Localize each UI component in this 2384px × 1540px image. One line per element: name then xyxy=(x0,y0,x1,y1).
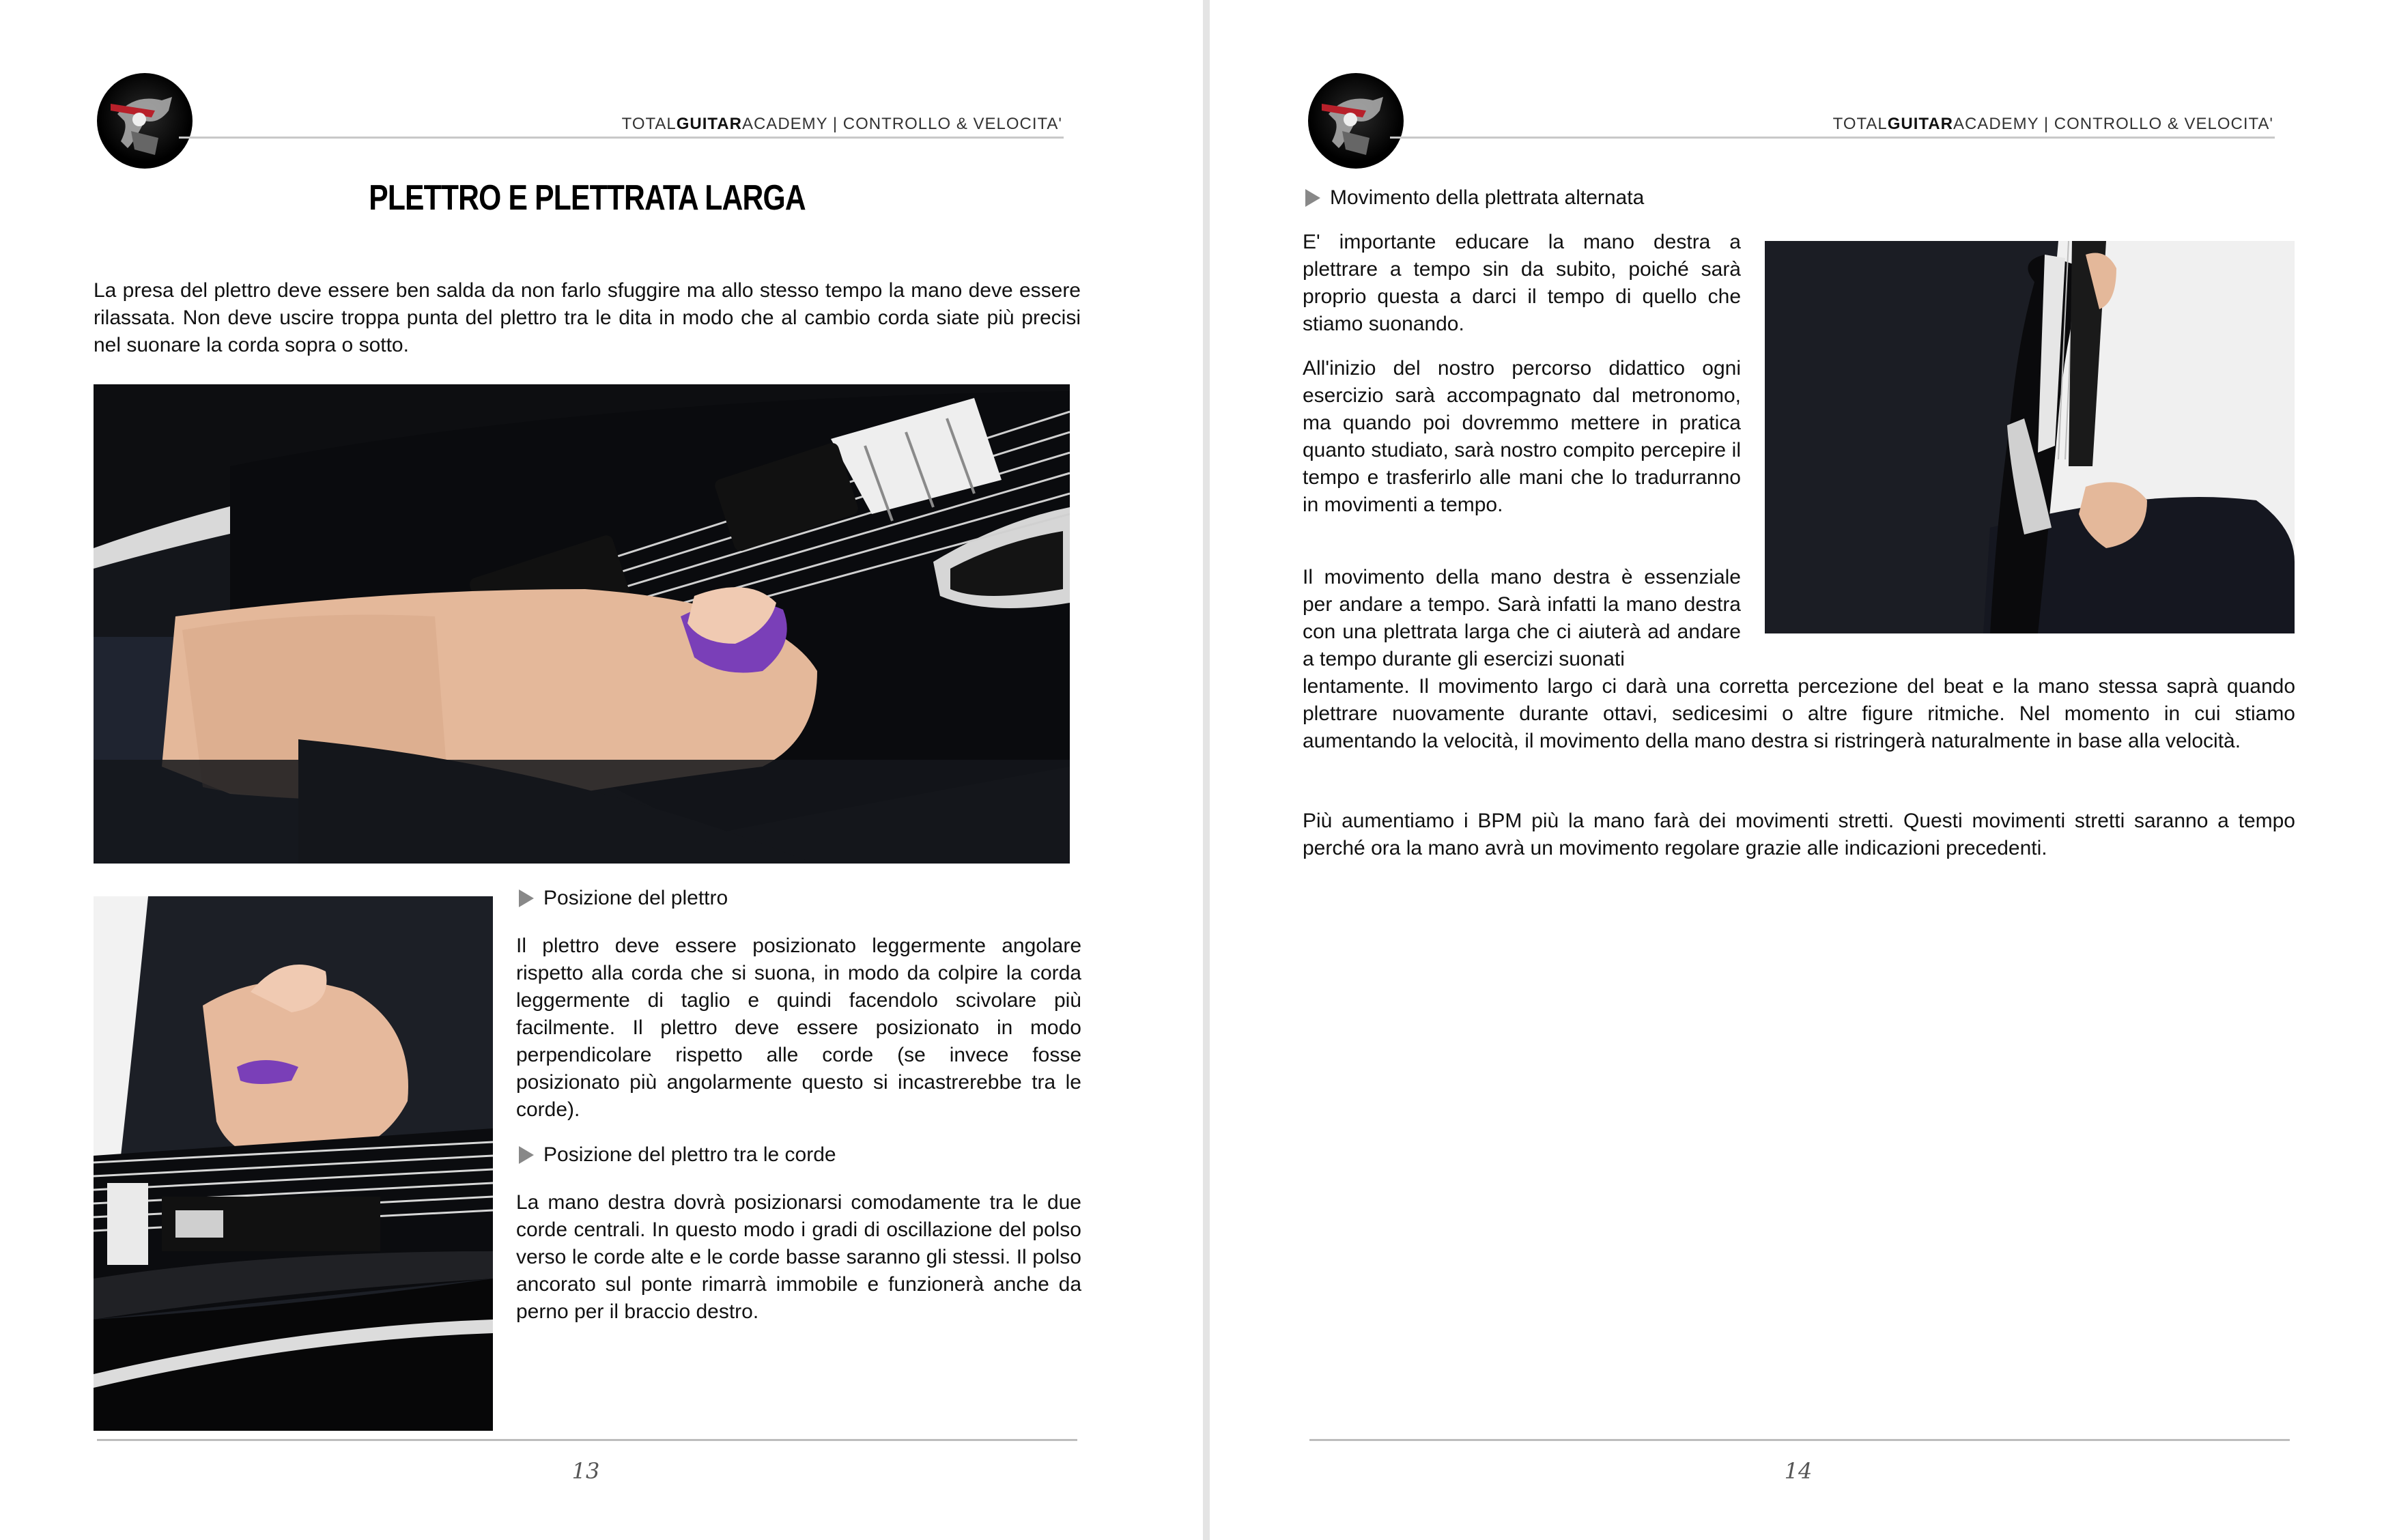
brand-prefix: TOTAL xyxy=(621,115,677,133)
bullet-arrow-icon xyxy=(519,889,534,907)
paragraph-metronome: All'inizio del nostro percorso didattico ogni esercizio sarà accompagnato dal metronomo, ma quando poi dovremmo mettere in pratica quanto studiato, sarà nostro compito percepire il tempo e trasferirlo alle mani che lo tradurranno in movimenti a tempo. xyxy=(1303,357,1741,516)
subheading-pick-between-strings xyxy=(519,1141,836,1169)
paragraph-wide-picking-cont: lentamente. Il movimento largo ci darà una corretta percezione del beat e la mano stessa saprà quando plettrare nuovamente durante ottavi, sedicesimi o altre figure ritmiche. Nel momento in cui stiamo aumentando la velocità, il movimento della mano destra si ristringerà naturalmente in base alla velocità. xyxy=(1303,675,2295,752)
subheading-alternate-picking xyxy=(1305,184,1644,212)
paragraph-pick-position: Il plettro deve essere posizionato leggermente angolare rispetto alla corda che si suona, in modo da colpire la corda leggermente di taglio e quindi facendolo scivolare più facilmente. Il plettro deve essere posizionato in modo perpendicolare rispetto alle corde (se invece fosse posizionato più angolarmente questo si incastrerebbe tra le corde). xyxy=(516,935,1081,1121)
academy-logo xyxy=(1308,73,1404,169)
header-rule xyxy=(1390,137,2275,139)
guitar-skull-logo-icon xyxy=(1308,73,1404,169)
page-gutter xyxy=(1203,0,1210,1540)
bullet-arrow-icon xyxy=(519,1146,534,1164)
running-header xyxy=(546,115,1062,134)
photo-hand-picking-strings xyxy=(94,384,1070,864)
subheading-text: Posizione del plettro xyxy=(543,887,728,909)
bullet-arrow-icon xyxy=(1305,189,1320,207)
subheading-pick-position xyxy=(519,885,728,912)
paragraph-bpm: Più aumentiamo i BPM più la mano farà dei movimenti stretti. Questi movimenti stretti saranno a tempo perché ora la mano avrà un movimento regolare grazie alle indicazioni precedenti. xyxy=(1303,810,2295,859)
subheading-text: Movimento della plettrata alternata xyxy=(1330,186,1645,209)
running-header xyxy=(1756,115,2273,134)
photo-player-seated xyxy=(1765,241,2295,633)
brand-bold: GUITAR xyxy=(676,115,742,133)
page-number: 14 xyxy=(1784,1458,1813,1484)
footer-rule xyxy=(97,1439,1077,1441)
brand-suffix: ACADEMY | CONTROLLO & VELOCITA' xyxy=(1953,115,2273,133)
footer-rule xyxy=(1309,1439,2290,1441)
paragraph-wide-picking-start: Il movimento della mano destra è essenziale per andare a tempo. Sarà infatti la mano destra con una plettrata larga che ci aiuterà ad andare a tempo durante gli esercizi suonati xyxy=(1303,566,1741,670)
header-rule xyxy=(179,137,1064,139)
guitar-skull-logo-icon xyxy=(97,73,193,169)
paragraph-pick-between-strings: La mano destra dovrà posizionarsi comodamente tra le due corde centrali. In questo modo i gradi di oscillazione del polso verso le corde alte e le corde basse saranno gli stessi. Il polso ancorato sul ponte rimarrà immobile e funzionerà anche da perno per il braccio destro. xyxy=(516,1191,1081,1323)
subheading-text: Posizione del plettro tra le corde xyxy=(543,1143,836,1166)
brand-prefix: TOTAL xyxy=(1832,115,1888,133)
intro-paragraph: La presa del plettro deve essere ben salda da non farlo sfuggire ma allo stesso tempo la mano deve essere rilassata. Non deve uscire troppa punta del plettro tra le dita in modo che al cambio corda siate più precisi nel suonare la corda sopra o sotto. xyxy=(94,279,1081,356)
brand-suffix: ACADEMY | CONTROLLO & VELOCITA' xyxy=(741,115,1062,133)
page-number: 13 xyxy=(571,1458,600,1484)
brand-bold: GUITAR xyxy=(1887,115,1953,133)
page-title: PLETTRO E PLETTRATA LARGA xyxy=(369,178,806,218)
academy-logo xyxy=(97,73,193,169)
photo-pick-angle xyxy=(94,896,493,1431)
paragraph-educate-right-hand: E' importante educare la mano destra a plettrare a tempo sin da subito, poiché sarà proprio questa a darci il tempo di quello che stiamo suonando. xyxy=(1303,231,1741,335)
page-14 xyxy=(1210,0,2384,1540)
